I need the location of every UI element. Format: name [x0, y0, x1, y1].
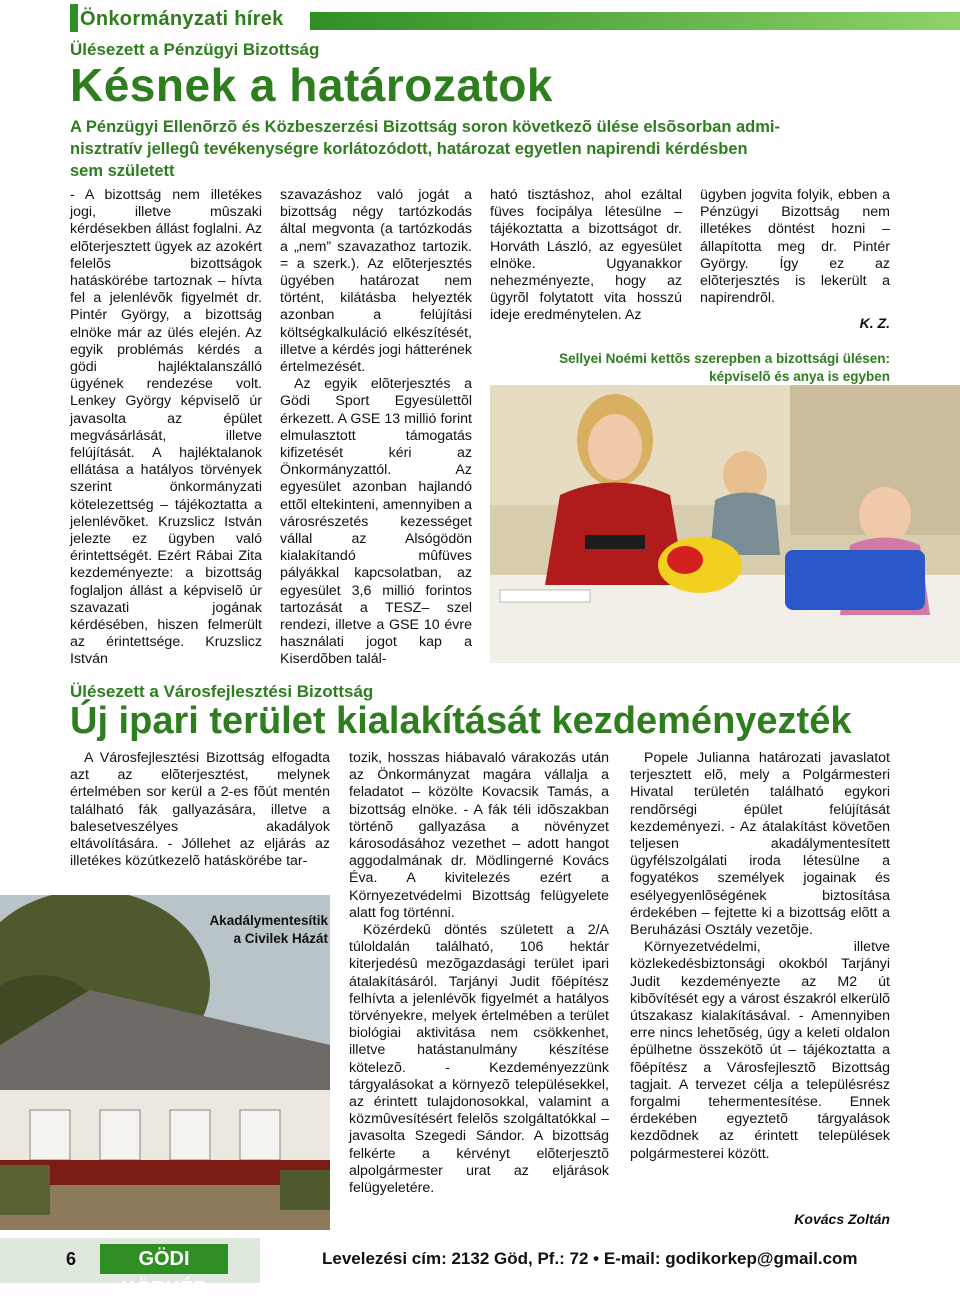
meeting-photo	[490, 385, 960, 663]
section-header	[70, 4, 960, 30]
article2-signature: Kovács Zoltán	[794, 1211, 890, 1227]
article1-column-3	[490, 187, 682, 325]
article2-kicker: Ülésezett a Városfejlesztési Bizottság	[70, 682, 374, 701]
paragraph: Közérdekû döntés született a 2/A túloldalán található, 106 hektár kiterjedésû mezõgazdasági terület ipari átalakításáról. Tarjányi Judit fõépítész felhívta a jelenlévõk figyelmét a hatályos törvényekre, melyek értelmében a terület biológiai aktivitása nem csökkenhet, illetve hatástanulmány készítése kötelezõ. - Kezdeményezzünk tárgyalásokat a környezõ településekkel, az érintett tulajdonosokkal, valamint a közmûvesítésért felelõs szolgáltatókkal – javasolta Szegedi Sándor. A bizottság felkérte a kérvényt elõterjesztõ alpolgármester urat az eljárások felügyeletére.	[349, 922, 609, 1197]
article1-kicker: Ülésezett a Pénzügyi Bizottság	[70, 40, 320, 59]
caption-line: Akadálymentesítik	[209, 913, 328, 928]
article1-photo	[490, 385, 960, 663]
article1-photo-caption	[490, 350, 890, 386]
lead-line: sem született	[70, 162, 175, 180]
article2-column-2	[349, 750, 609, 1197]
section-bar	[310, 12, 960, 30]
article1-column-4	[700, 187, 890, 307]
caption-line: a Civilek Házát	[233, 931, 328, 946]
paragraph: ügyben jogvita folyik, ebben a Pénzügyi Bizottság nem illetékes döntést hozni – állapította meg dr. Pintér György. Így ez az elõterjesztés is lekerült a napirendrõl.	[700, 187, 890, 307]
paragraph: Popele Julianna határozati javaslatot terjesztett elõ, mely a Polgármesteri Hivatal területén található egykori rendõrségi épület felújítását kezdeményezi. - Az átalakítást követõen teljesen akadálymentesített ügyfélszolgálati iroda létesülne a fogyatékos személyek jogainak és esélyegyenlõségének biztosítása érdekében – fejtette ki a bizottság elõtt a Beruházási Osztály vezetõje.	[630, 750, 890, 939]
article2-headline: Új ipari terület kialakítását kezdeményezték	[70, 700, 852, 742]
caption-line: képviselõ és anya is egyben	[709, 369, 890, 384]
article1-column-2	[280, 187, 472, 669]
article2-column-1	[70, 750, 330, 870]
article2-photo-caption	[180, 912, 328, 948]
caption-line: Sellyei Noémi kettõs szerepben a bizottsági ülésen:	[559, 351, 890, 366]
lead-line: A Pénzügyi Ellenõrzõ és Közbeszerzési Bizottság soron következõ ülése elsõsorban admi-	[70, 118, 780, 136]
paragraph: - A bizottság nem illetékes jogi, illetve mûszaki kérdésekben állást foglalni. Az elõterjesztett ügyek az azokért felelõs bizottságok hatáskörébe tartoznak – hívta fel a jelenlévõk figyelmét dr. Pintér György, a bizottság elnöke már az ülés elején. Az egyik problémás kérdés a gödi hajléktalanszálló ügyének rendezése volt. Lenkey György képviselõ úr javasolta az épület megvásárlását, illetve felújítását. A hajléktalanok ellátása a hatályos törvények szerint önkormányzati kötelezettség – tájékoztatta a jelenlévõket. Kruzslicz István jelezte ez ügyben való érintettségét. Ezért Rábai Zita kezdeményezte: a bizottság foglaljon állást a képviselõ úr szavazati jogának kérdésében, hiszen felmerült az érintettsége. Kruzslicz István	[70, 187, 262, 668]
paragraph: szavazáshoz való jogát a bizottság négy tartózkodás által megvonta (a tartózkodás a „nem” szavazathoz tartozik. = a szerk.). Az elõterjesztés ügyében határozat nem történt, kilátásba helyezték azonban a felújítási költségkalkuláció elkészítését, illetve a kérdés jogi hátterének értelmezését.	[280, 187, 472, 376]
article1-signature: K. Z.	[859, 315, 890, 331]
article2-column-3	[630, 750, 890, 1163]
article1-column-1	[70, 187, 262, 669]
lead-line: nisztratív jellegû tevékenységre korlátozódott, határozat egyetlen napirendi kérdésben	[70, 140, 748, 158]
paragraph: tozik, hosszas hiábavaló várakozás után az Önkormányzat magára vállalja a feladatot – közölte Kovacsik Tamás, a bizottság elnöke. - A fák téli idõszakban történõ gallyazása a növényzet károsodásához vezethet – adott hangot aggodalmának dr. Mödlingerné Kovács Éva. A kivitelezés ezért a Környezetvédelmi Bizottság felügyelete alatt fog történni.	[349, 750, 609, 921]
paragraph: ható tisztáshoz, ahol ezáltal füves focipálya létesülne – tájékoztatta a bizottságot dr. Horváth László, az egyesület elnöke. Ugyanakkor nehezményezte, hogy az ügyrõl folytatott vita hosszú ideje eredménytelen. Az	[490, 187, 682, 324]
paragraph: A Városfejlesztési Bizottság elfogadta azt az elõterjesztést, melynek értelmében sor kerül a 2-es fõút mentén található fák gallyazására, illetve a balesetveszélyes akadályok eltávolítására. - Jóllehet az eljárás az illetékes közútkezelõ hatáskörébe tar-	[70, 750, 330, 870]
article1-lead	[70, 116, 930, 182]
section-marker	[70, 4, 78, 32]
article1-headline: Késnek a határozatok	[70, 59, 553, 111]
page-number: 6	[66, 1249, 77, 1269]
paragraph: Környezetvédelmi, illetve közlekedésbiztonsági okokból Tarjányi Judit kezdeményezte az M2 út kibõvítését egy a várost északról elkerülõ útszakasz kialakításával. - Amennyiben erre nincs lehetõség, úgy a keleti oldalon épülhetne összekötõ út – tájékoztatta a fõépítész a Városfejlesztõ Bizottság tagjait. A tervezet célja a településrész forgalmi tehermentesítése. Ennek érdekében egyeztetõ tárgyalások kezdõdnek az érintett települések polgármesterei között.	[630, 939, 890, 1162]
publication-logo: GÖDI KÖRKÉP	[100, 1244, 228, 1274]
footer-contact: Levelezési cím: 2132 Göd, Pf.: 72 • E-mail: godikorkep@gmail.com	[322, 1249, 858, 1268]
paragraph: Az egyik elõterjesztés a Gödi Sport Egyesülettõl érkezett. A GSE 13 millió forint elmulasztott támogatás kifizetését kéri az Önkormányzattól. Az egyesület azonban hajlandó ettõl eltekinteni, amennyiben a városrészetés kezességet vállal az Alsógödön kialakítandó mûfüves pályákkal kapcsolatban, az egyesület 3,6 millió forintos tartozását a TESZ– szel rendezi, illetve a GSE 10 évre használati jogot kap a Kiserdõben talál-	[280, 376, 472, 668]
section-title: Önkormányzati hírek	[80, 8, 284, 30]
